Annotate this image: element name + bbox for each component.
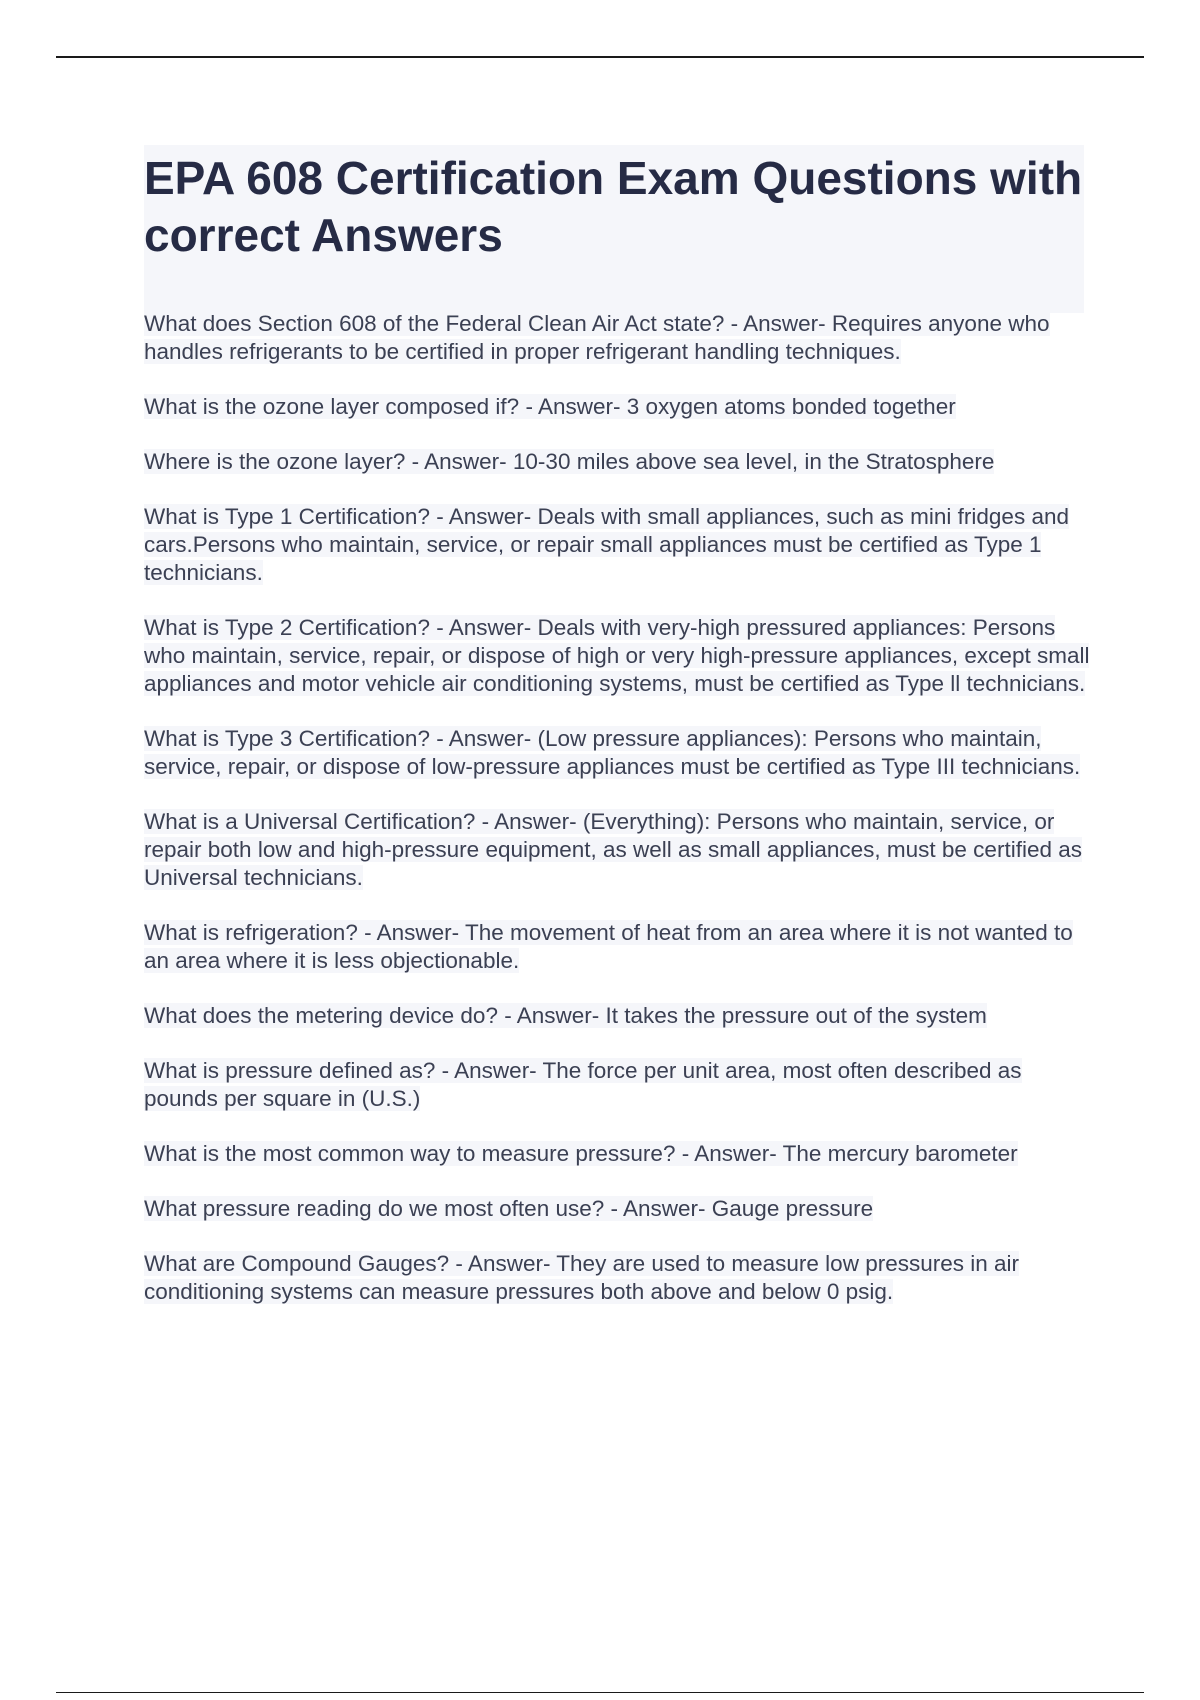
qa-text: What is Type 1 Certification? - Answer- Deals with small appliances, such as mini fridges and cars.Persons who maintain, service, or repair small appliances must be certified as Type 1 technicians. — [144, 504, 1069, 585]
qa-item — [144, 503, 1094, 587]
document-title: EPA 608 Certification Exam Questions with correct Answers — [144, 152, 1083, 261]
qa-text: What is pressure defined as? - Answer- The force per unit area, most often described as pounds per square in (U.S.) — [144, 1058, 1022, 1111]
qa-item — [144, 614, 1094, 698]
qa-text: What is the ozone layer composed if? - Answer- 3 oxygen atoms bonded together — [144, 394, 956, 419]
qa-list — [144, 310, 1094, 1333]
qa-item — [144, 1195, 1094, 1223]
qa-text: What is Type 2 Certification? - Answer- Deals with very-high pressured appliances: Persons who maintain, service, repair, or dispose of high or very high-pressure appliances, except small appliances and motor vehicle air conditioning systems, must be certified as Type ll technicians. — [144, 615, 1090, 696]
header-rule — [56, 56, 1144, 58]
qa-item — [144, 310, 1094, 366]
qa-item — [144, 919, 1094, 975]
title-block — [144, 145, 1084, 313]
footer-rule — [56, 1692, 1144, 1693]
qa-item — [144, 448, 1094, 476]
qa-text: What are Compound Gauges? - Answer- They are used to measure low pressures in air conditioning systems can measure pressures both above and below 0 psig. — [144, 1251, 1020, 1304]
qa-text: What does Section 608 of the Federal Clean Air Act state? - Answer- Requires anyone who handles refrigerants to be certified in proper refrigerant handling techniques. — [144, 311, 1050, 364]
qa-text: What is Type 3 Certification? - Answer- (Low pressure appliances): Persons who maintain, service, repair, or dispose of low-pressure appliances must be certified as Type III technicians. — [144, 726, 1081, 779]
qa-text: What is a Universal Certification? - Answer- (Everything): Persons who maintain, service, or repair both low and high-pressure equipment, as well as small appliances, must be certified as Universal technicians. — [144, 809, 1082, 890]
qa-item — [144, 393, 1094, 421]
qa-item — [144, 725, 1094, 781]
qa-text: Where is the ozone layer? - Answer- 10-30 miles above sea level, in the Stratosphere — [144, 449, 995, 474]
qa-item — [144, 1002, 1094, 1030]
qa-item — [144, 808, 1094, 892]
qa-text: What is the most common way to measure pressure? - Answer- The mercury barometer — [144, 1141, 1018, 1166]
qa-text: What pressure reading do we most often use? - Answer- Gauge pressure — [144, 1196, 874, 1221]
qa-item — [144, 1057, 1094, 1113]
qa-item — [144, 1250, 1094, 1306]
qa-item — [144, 1140, 1094, 1168]
qa-text: What does the metering device do? - Answer- It takes the pressure out of the system — [144, 1003, 987, 1028]
qa-text: What is refrigeration? - Answer- The movement of heat from an area where it is not wanted to an area where it is less objectionable. — [144, 920, 1073, 973]
